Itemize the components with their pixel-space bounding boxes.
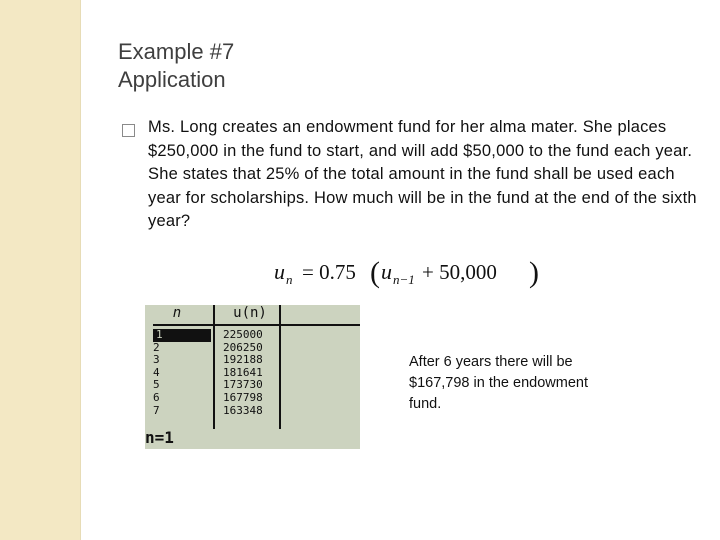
calc-n-cell: 3 <box>153 353 160 367</box>
problem-text: Ms. Long creates an endowment fund for her alma mater. She places $250,000 in the fund to start, and will add $50,000 to the fund each year. She states that 25% of the total amount in the fund shall be used each year for scholarships. How much will be in the fund at the end of the sixth year? <box>148 118 697 230</box>
bullet-box-icon <box>122 124 135 137</box>
calc-col-divider-1 <box>213 305 215 429</box>
calc-u-cell: 192188 <box>223 353 263 367</box>
slide-title <box>118 38 234 94</box>
recurrence-formula <box>272 252 552 294</box>
calc-n-cell: 7 <box>153 403 160 417</box>
calc-u-column <box>223 329 279 417</box>
calc-n-cell: 4 <box>153 365 160 379</box>
calc-u-cell: 225000 <box>223 328 263 341</box>
calc-n-cell: 2 <box>153 340 160 354</box>
calc-header-rule <box>153 324 360 326</box>
calc-col-n-header: n <box>172 305 182 321</box>
formula-open-paren: ( <box>370 256 380 289</box>
calc-u-cell: 173730 <box>223 378 263 392</box>
formula-coef: = 0.75 <box>302 260 356 284</box>
formula-lhs-sub: n <box>286 272 293 287</box>
calc-n-cell: 5 <box>153 378 160 392</box>
calc-n-cell: 1 <box>153 329 211 342</box>
calc-u-cell: 206250 <box>223 340 263 354</box>
calc-n-column <box>153 329 211 417</box>
calc-col-divider-2 <box>279 305 281 429</box>
formula-inner-sub: n−1 <box>393 272 415 287</box>
calc-col-u-header: u(n) <box>233 305 267 321</box>
title-line-1: Example #7 <box>118 39 235 64</box>
formula-close-paren: ) <box>529 256 539 289</box>
calc-u-cell: 181641 <box>223 365 263 379</box>
side-divider-line <box>80 0 81 540</box>
calc-n-cell: 6 <box>153 390 160 404</box>
title-line-2: Application <box>118 67 226 92</box>
calc-header <box>145 305 360 323</box>
formula-lhs: u <box>274 259 285 284</box>
calculator-table-screen <box>145 305 360 449</box>
calc-u-cell: 167798 <box>223 390 263 404</box>
formula-plus-term: + 50,000 <box>422 260 497 284</box>
formula-inner: u <box>381 259 392 284</box>
side-decoration-strip <box>0 0 80 540</box>
calc-u-cell: 163348 <box>223 403 263 417</box>
answer-text: After 6 years there will be $167,798 in the endowment fund. <box>409 354 588 412</box>
calc-footer: n=1 <box>145 428 174 447</box>
